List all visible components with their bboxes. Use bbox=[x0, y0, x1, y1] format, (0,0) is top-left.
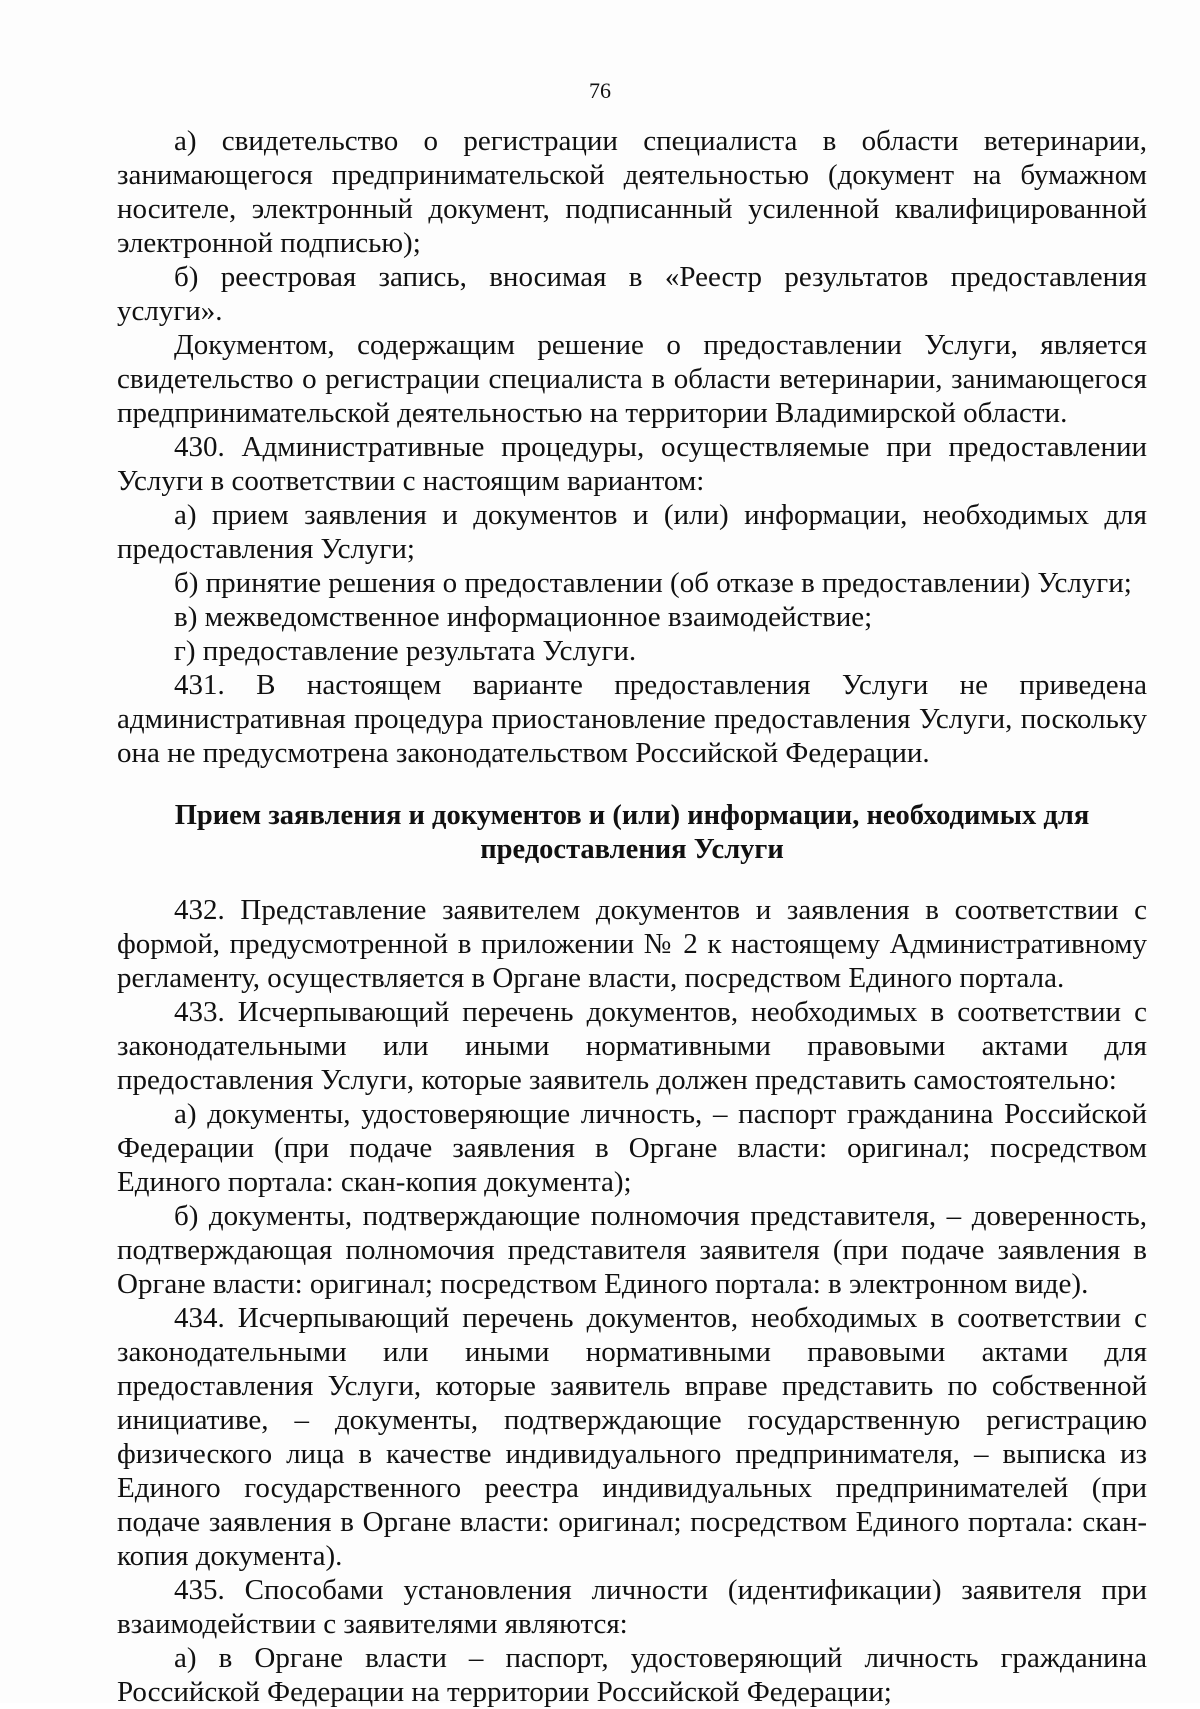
page-number: 76 bbox=[589, 78, 611, 103]
paragraph-430: 430. Административные процедуры, осуществляемые при предоставлении Услуги в соответствии с настоящим вариантом: bbox=[117, 431, 1147, 497]
section-heading-line-2: предоставления Услуги bbox=[480, 834, 784, 865]
section-heading-line-1: Прием заявления и документов и (или) информации, необходимых для bbox=[174, 800, 1090, 831]
paragraph-430-b: б) принятие решения о предоставлении (об отказе в предоставлении) Услуги; bbox=[174, 567, 1132, 599]
paragraph-435: 435. Способами установления личности (идентификации) заявителя при взаимодействии с заявителями являются: bbox=[117, 1574, 1147, 1640]
paragraph-b-registry-entry: б) реестровая запись, вносимая в «Реестр результатов предоставления услуги». bbox=[117, 261, 1147, 327]
paragraph-433: 433. Исчерпывающий перечень документов, необходимых в соответствии с законодательными или иными нормативными правовыми актами для предоставления Услуги, которые заявитель должен представить самостоятельно: bbox=[117, 996, 1147, 1096]
document-body bbox=[117, 124, 1147, 1709]
paragraph-432: 432. Представление заявителем документов и заявления в соответствии с формой, предусмотренной в приложении № 2 к настоящему Административному регламенту, осуществляется в Органе власти, посредством Единого портала. bbox=[117, 894, 1147, 994]
paragraph-434: 434. Исчерпывающий перечень документов, необходимых в соответствии с законодательными или иными нормативными правовыми актами для предоставления Услуги, которые заявитель вправе представить по собственной инициативе, – документы, подтверждающие государственную регистрацию физического лица в качестве индивидуального предпринимателя, – выписка из Единого государственного реестра индивидуальных предпринимателей (при подаче заявления в Органе власти: оригинал; посредством Единого портала: скан-копия документа). bbox=[117, 1302, 1147, 1572]
paragraph-430-g: г) предоставление результата Услуги. bbox=[174, 635, 637, 667]
section-heading bbox=[117, 799, 1147, 867]
paragraph-430-v: в) межведомственное информационное взаимодействие; bbox=[174, 601, 873, 633]
paragraph-430-a: а) прием заявления и документов и (или) информации, необходимых для предоставления Услуги; bbox=[117, 499, 1147, 565]
paragraph-431: 431. В настоящем варианте предоставления Услуги не приведена административная процедура приостановление предоставления Услуги, поскольку она не предусмотрена законодательством Российской Федерации. bbox=[117, 669, 1147, 769]
paragraph-433-b: б) документы, подтверждающие полномочия представителя, – доверенность, подтверждающая полномочия представителя заявителя (при подаче заявления в Органе власти: оригинал; посредством Единого портала: в электронном виде). bbox=[117, 1200, 1147, 1300]
paragraph-433-a: а) документы, удостоверяющие личность, – паспорт гражданина Российской Федерации (при подаче заявления в Органе власти: оригинал; посредством Единого портала: скан-копия документа); bbox=[117, 1098, 1147, 1198]
paragraph-decision-document: Документом, содержащим решение о предоставлении Услуги, является свидетельство о регистрации специалиста в области ветеринарии, занимающегося предпринимательской деятельностью на территории Владимирской области. bbox=[117, 329, 1147, 429]
paragraph-435-a: а) в Органе власти – паспорт, удостоверяющий личность гражданина Российской Федерации на территории Российской Федерации; bbox=[117, 1642, 1147, 1708]
paragraph-a-certificate: а) свидетельство о регистрации специалиста в области ветеринарии, занимающегося предпринимательской деятельностью (документ на бумажном носителе, электронный документ, подписанный усиленной квалифицированной электронной подписью); bbox=[117, 125, 1147, 259]
